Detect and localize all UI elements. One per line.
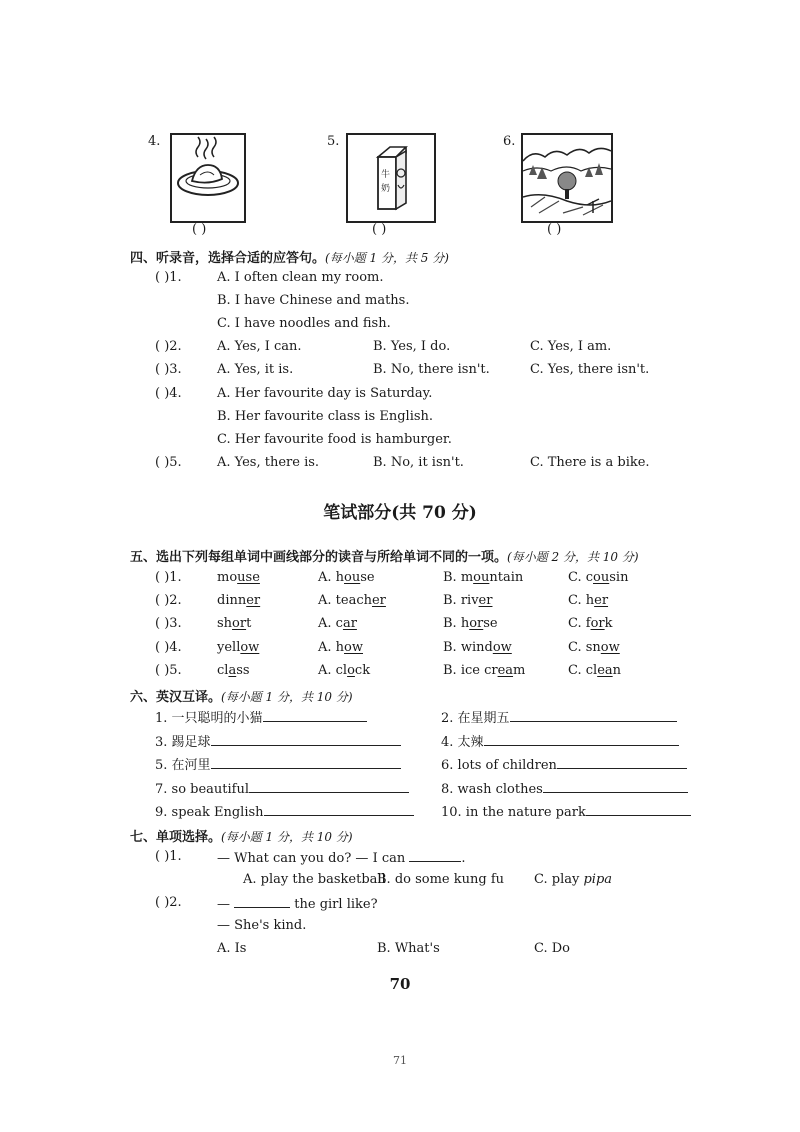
p5-q2-paren[interactable]: ( )2. [155, 593, 182, 608]
p4-q4-option-a[interactable]: A. Her favourite day is Saturday. [217, 386, 433, 401]
word-segment: C. f [568, 616, 591, 631]
p6-answer-7[interactable] [249, 780, 409, 793]
p7-q2-option-b[interactable]: B. What's [377, 941, 440, 956]
underlined-segment: a [228, 663, 237, 678]
p5-q5-option-c[interactable] [568, 663, 621, 679]
picture-box-4 [170, 133, 246, 223]
part5-heading [130, 546, 639, 565]
underlined-segment: or [232, 616, 247, 631]
underlined-segment: ea [597, 663, 613, 678]
p5-q4-paren[interactable]: ( )4. [155, 640, 182, 655]
p4-q5-option-b[interactable]: B. No, it isn't. [373, 455, 464, 470]
p5-q1-word [217, 570, 260, 586]
underlined-segment: er [371, 593, 386, 608]
p5-q4-option-c[interactable] [568, 640, 620, 656]
word-segment: C. cl [568, 663, 598, 678]
p7-q1-option-c-text: C. play [534, 872, 580, 887]
word-segment: ss [236, 663, 250, 678]
word-segment: se [483, 616, 498, 631]
p7-q1-option-c[interactable] [534, 872, 612, 888]
underlined-segment: ow [344, 640, 363, 655]
p4-q2-paren[interactable]: ( )2. [155, 339, 182, 354]
p5-q3-option-a[interactable] [318, 616, 357, 632]
part4-note: (每小题 1 分，共 5 分) [325, 251, 449, 265]
p7-q1-option-a[interactable]: A. play the basketball [243, 872, 386, 887]
p7-q1-blank[interactable] [409, 849, 461, 862]
word-segment: ck [354, 663, 371, 678]
word-segment: A. h [318, 570, 345, 585]
underlined-segment: or [469, 616, 484, 631]
p6-answer-10[interactable] [586, 803, 691, 816]
p6-answer-4[interactable] [484, 733, 679, 746]
page-number: 70 [389, 975, 411, 993]
p4-q5-option-a[interactable]: A. Yes, there is. [217, 455, 320, 470]
part6-note: (每小题 1 分，共 10 分) [221, 690, 353, 704]
p4-q1-option-c[interactable]: C. I have noodles and fish. [217, 316, 391, 331]
p6-item-6-text: 6. lots of children [441, 758, 557, 773]
word-segment: dinn [217, 593, 247, 608]
p6-item-6 [441, 756, 687, 774]
p4-q3-option-a[interactable]: A. Yes, it is. [217, 362, 294, 377]
p6-item-1-text: 1. 一只聪明的小猫 [155, 711, 263, 726]
word-segment: n [612, 663, 622, 678]
p6-item-2 [441, 709, 677, 727]
p6-answer-3[interactable] [211, 733, 401, 746]
p7-q2-blank[interactable] [234, 895, 290, 908]
p5-q1-option-b[interactable] [443, 570, 523, 586]
p6-answer-5[interactable] [211, 756, 401, 769]
part4-heading [130, 247, 449, 266]
word-segment: cl [217, 663, 229, 678]
written-part-title: 笔试部分(共 70 分) [323, 503, 477, 523]
p4-q3-option-c[interactable]: C. Yes, there isn't. [530, 362, 650, 377]
word-segment: B. m [443, 570, 474, 585]
p6-item-4-text: 4. 太辣 [441, 735, 484, 750]
hot-food-plate-icon [172, 135, 244, 221]
part5-heading-text: 五、选出下列每组单词中画线部分的读音与所给单词不同的一项。 [130, 550, 508, 565]
p7-q2-option-a[interactable]: A. Is [217, 941, 247, 956]
answer-paren-4[interactable]: ( ) [192, 222, 207, 237]
p6-answer-1[interactable] [263, 709, 367, 722]
underlined-segment: ow [240, 640, 260, 655]
p6-item-9-text: 9. speak English [155, 805, 264, 820]
p4-q1-option-a[interactable]: A. I often clean my room. [217, 270, 384, 285]
p4-q3-option-b[interactable]: B. No, there isn't. [373, 362, 490, 377]
p6-item-8 [441, 780, 688, 798]
footer-number: 71 [393, 1054, 407, 1067]
picture-number-4: 4. [148, 134, 161, 149]
p7-q2-dash: — [217, 897, 230, 912]
answer-paren-5[interactable]: ( ) [372, 222, 387, 237]
p6-item-2-text: 2. 在星期五 [441, 711, 510, 726]
p4-q1-option-b[interactable]: B. I have Chinese and maths. [217, 293, 410, 308]
underlined-segment: or [590, 616, 605, 631]
picture-number-6: 6. [503, 134, 516, 149]
word-segment: C. sn [568, 640, 601, 655]
p4-q2-option-c[interactable]: C. Yes, I am. [530, 339, 612, 354]
picture-box-6 [521, 133, 613, 223]
underlined-segment: ou [344, 570, 361, 585]
p5-q2-word [217, 593, 260, 609]
word-segment: B. wind [443, 640, 493, 655]
p7-q1-option-b[interactable]: B. do some kung fu [377, 872, 505, 887]
p7-q1-end: . [461, 851, 466, 866]
p5-q4-word [217, 640, 259, 656]
p7-q1-paren[interactable]: ( )1. [155, 849, 182, 864]
p5-q2-option-b[interactable] [443, 593, 492, 609]
word-segment: mo [217, 570, 238, 585]
word-segment: B. h [443, 616, 470, 631]
p6-item-1 [155, 709, 367, 727]
p5-q3-option-c[interactable] [568, 616, 613, 632]
p5-q5-option-b[interactable] [443, 663, 525, 679]
part5-note: (每小题 2 分，共 10 分) [507, 550, 639, 564]
underlined-segment: er [478, 593, 493, 608]
word-segment: B. riv [443, 593, 479, 608]
answer-paren-6[interactable]: ( ) [547, 222, 562, 237]
p7-q2-paren[interactable]: ( )2. [155, 895, 182, 910]
p5-q4-option-a[interactable] [318, 640, 363, 656]
word-segment: m [513, 663, 526, 678]
underlined-segment: ar [342, 616, 357, 631]
p5-q2-option-c[interactable] [568, 593, 608, 609]
underlined-segment: er [246, 593, 261, 608]
p5-q1-paren[interactable]: ( )1. [155, 570, 182, 585]
part4-heading-text: 四、听录音，选择合适的应答句。 [130, 251, 326, 266]
p6-item-4 [441, 733, 679, 751]
word-segment: C. h [568, 593, 595, 608]
p5-q3-paren[interactable]: ( )3. [155, 616, 182, 631]
word-segment: A. h [318, 640, 345, 655]
part7-heading-text: 七、单项选择。 [130, 830, 222, 845]
p7-q1-stem-text: — What can you do? — I can [217, 851, 406, 866]
p5-q3-word [217, 616, 251, 632]
milk-carton-icon [348, 135, 434, 221]
p4-q1-paren[interactable]: ( )1. [155, 270, 182, 285]
picture-box-5 [346, 133, 436, 223]
underlined-segment: use [237, 570, 260, 585]
p4-q4-option-b[interactable]: B. Her favourite class is English. [217, 409, 434, 424]
part6-heading [130, 686, 353, 705]
p6-item-10 [441, 803, 691, 821]
underlined-segment: ou [593, 570, 610, 585]
underlined-segment: ow [600, 640, 620, 655]
underlined-segment: ou [473, 570, 490, 585]
word-segment: se [360, 570, 375, 585]
word-segment: k [604, 616, 613, 631]
p5-q3-option-b[interactable] [443, 616, 498, 632]
p5-q5-paren[interactable]: ( )5. [155, 663, 182, 678]
p4-q2-option-a[interactable]: A. Yes, I can. [217, 339, 302, 354]
svg-text:奶: 奶 [381, 184, 391, 194]
word-segment: yell [217, 640, 241, 655]
word-segment: ntain [489, 570, 524, 585]
p4-q4-paren[interactable]: ( )4. [155, 386, 182, 401]
p6-item-5-text: 5. 在河里 [155, 758, 211, 773]
p4-q4-option-c[interactable]: C. Her favourite food is hamburger. [217, 432, 452, 447]
p6-answer-9[interactable] [264, 803, 414, 816]
word-segment: A. cl [318, 663, 348, 678]
p6-item-9 [155, 803, 414, 821]
part7-note: (每小题 1 分，共 10 分) [221, 830, 353, 844]
p6-item-7-text: 7. so beautiful [155, 782, 250, 797]
p4-q2-option-b[interactable]: B. Yes, I do. [373, 339, 451, 354]
word-segment: sh [217, 616, 233, 631]
word-segment: C. c [568, 570, 594, 585]
p6-item-7 [155, 780, 409, 798]
p5-q2-option-a[interactable] [318, 593, 386, 609]
word-segment: t [246, 616, 252, 631]
word-segment: A. c [318, 616, 343, 631]
p5-q1-option-a[interactable] [318, 570, 375, 586]
p6-item-3-text: 3. 踢足球 [155, 735, 211, 750]
p4-q5-paren[interactable]: ( )5. [155, 455, 182, 470]
p5-q5-option-a[interactable] [318, 663, 370, 679]
p6-item-10-text: 10. in the nature park [441, 805, 586, 820]
p7-q1-stem [217, 849, 466, 867]
underlined-segment: o [347, 663, 355, 678]
p5-q4-option-b[interactable] [443, 640, 512, 656]
word-segment: B. ice cr [443, 663, 498, 678]
picture-number-5: 5. [327, 134, 340, 149]
p6-item-8-text: 8. wash clothes [441, 782, 543, 797]
p7-q2-stem-end: the girl like? [294, 897, 378, 912]
p5-q1-option-c[interactable] [568, 570, 628, 586]
p6-item-5 [155, 756, 401, 774]
word-segment: A. teach [318, 593, 372, 608]
svg-text:牛: 牛 [381, 170, 391, 180]
p6-answer-8[interactable] [543, 780, 688, 793]
underlined-segment: er [594, 593, 609, 608]
word-segment: sin [609, 570, 629, 585]
nature-park-landscape-icon [523, 135, 611, 221]
p6-answer-6[interactable] [557, 756, 687, 769]
underlined-segment: ow [492, 640, 512, 655]
p6-answer-2[interactable] [510, 709, 677, 722]
p7-q2-line2: — She's kind. [217, 918, 307, 933]
p4-q5-option-c[interactable]: C. There is a bike. [530, 455, 650, 470]
p7-q2-stem [217, 895, 378, 913]
underlined-segment: ea [497, 663, 514, 678]
p7-q1-option-c-pipa: pipa [583, 872, 613, 887]
part7-heading [130, 826, 353, 845]
p5-q5-word [217, 663, 250, 679]
p7-q2-option-c[interactable]: C. Do [534, 941, 570, 956]
p6-item-3 [155, 733, 401, 751]
p4-q3-paren[interactable]: ( )3. [155, 362, 182, 377]
part6-heading-text: 六、英汉互译。 [130, 690, 222, 705]
